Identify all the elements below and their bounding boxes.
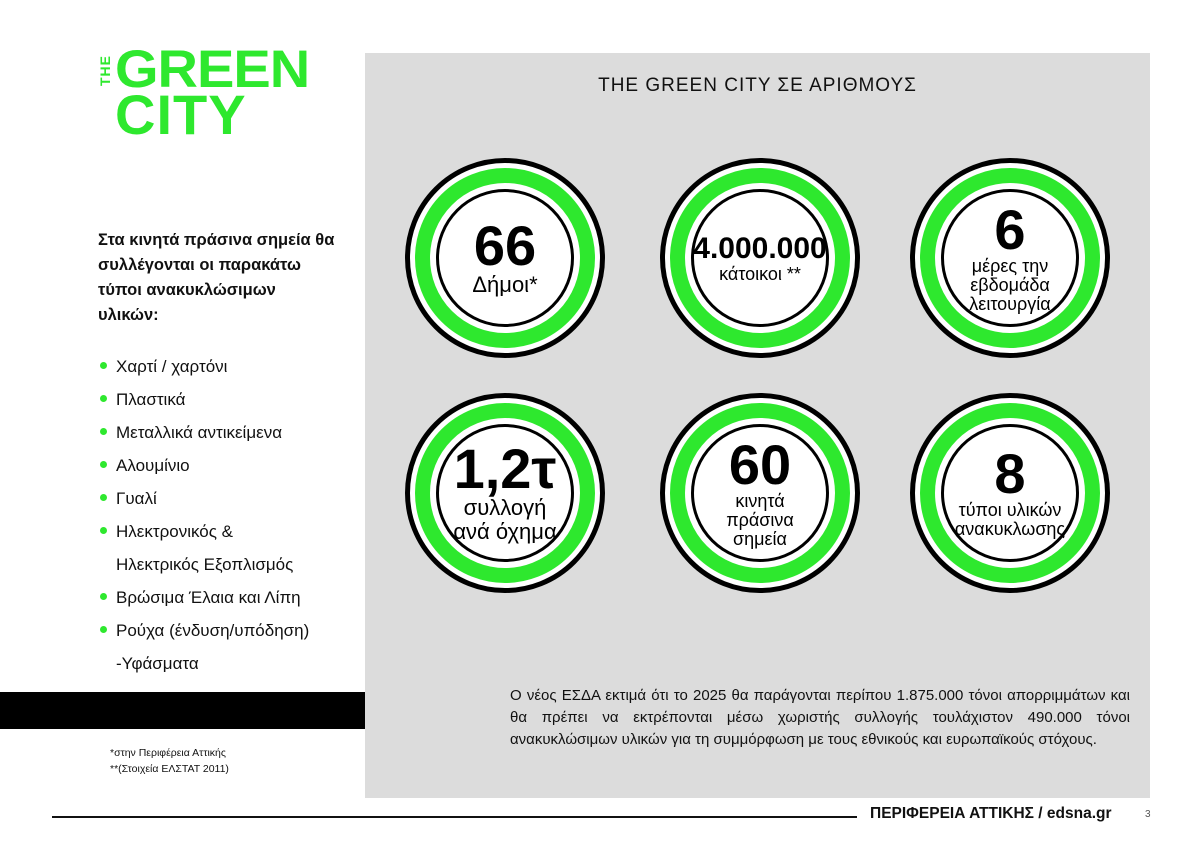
stat-circle-days [910,158,1110,358]
logo-city: CITY [115,83,247,146]
stat-circle-residents [660,158,860,358]
footnotes [110,745,229,777]
page-number: 3 [1145,809,1151,820]
list-item: Βρώσιμα Έλαια και Λίπη [100,581,370,614]
list-item: Γυαλί [100,482,370,515]
bullet-icon [100,461,107,468]
stat-label: Δήμοι* [472,272,538,297]
bullet-icon [100,428,107,435]
stat-label-line: πράσινα [726,509,794,530]
bullet-icon [100,494,107,501]
list-item: Αλουμίνιο [100,449,370,482]
footnote: *στην Περιφέρεια Αττικής [110,747,226,759]
logo-green: GREEN [115,38,310,99]
list-item-continuation: Ηλεκτρικός Εξοπλισμός [116,555,294,574]
bullet-icon [100,395,107,402]
bullet-icon [100,593,107,600]
footer-divider [52,816,857,818]
stat-value: 60 [728,432,792,496]
black-bar-divider [0,692,365,729]
stat-value: 66 [473,214,537,277]
stat-label-line: σημεία [733,528,787,549]
stat-label-line: ανά όχημα [453,519,557,544]
esda-paragraph: Ο νέος ΕΣΔΑ εκτιμά ότι το 2025 θα παράγονται περίπου 1.875.000 τόνοι απορριμμάτων και θα πρέπει να εκτρέπονται μέσω χωριστής συλλογής τουλάχιστον 490.000 τόνοι ανακυκλώσιμων υλικών για τη συμμόρφωση με τους εθνικούς και ευρωπαϊκούς στόχους. [510,687,1130,748]
stat-label-line: τύποι υλικών [958,500,1062,520]
stat-label-line: μέρες την [971,255,1049,276]
stat-label-line: λειτουργία [969,293,1051,314]
stat-circle-municipalities [405,158,605,358]
logo-the: THE [97,55,113,86]
stat-circle-green-points [660,393,860,593]
stat-label: κάτοικοι ** [719,263,801,284]
intro-text: Στα κινητά πράσινα σημεία θα συλλέγονται οι παρακάτω τύποι ανακυκλώσιμων υλικών: [98,231,335,324]
stat-label-line: εβδομάδα [970,274,1050,295]
bullet-icon [100,527,107,534]
list-item: Ηλεκτρονικός & [100,515,370,548]
stat-label-line: ανακυκλωσης [954,519,1066,539]
bullet-icon [100,362,107,369]
bullet-icon [100,626,107,633]
list-item: Μεταλλικά αντικείμενα [100,416,370,449]
list-item-continuation: -Υφάσματα [116,654,199,673]
footnote: **(Στοιχεία ΕΛΣΤΑΤ 2011) [110,763,229,775]
stat-value: 1,2τ [453,437,557,500]
list-item: Πλαστικά [100,383,370,416]
panel-title: THE GREEN CITY ΣΕ ΑΡΙΘΜΟΥΣ [598,75,917,96]
footer-text: ΠΕΡΙΦΕΡΕΙΑ ΑΤΤΙΚΗΣ / edsna.gr [870,805,1112,822]
stat-label-line: κινητά [735,490,785,511]
list-item: Χαρτί / χαρτόνι [100,350,370,383]
stat-value: 4.000.000 [693,231,827,265]
stat-circle-material-types [910,393,1110,593]
stat-value: 8 [994,442,1026,505]
stat-circle-collection [405,393,605,593]
list-item: Ρούχα (ένδυση/υπόδηση) [100,614,370,647]
stat-value: 6 [994,197,1026,261]
materials-list [100,350,370,680]
stat-label-line: συλλογή [463,495,547,520]
green-city-logo [97,38,310,146]
